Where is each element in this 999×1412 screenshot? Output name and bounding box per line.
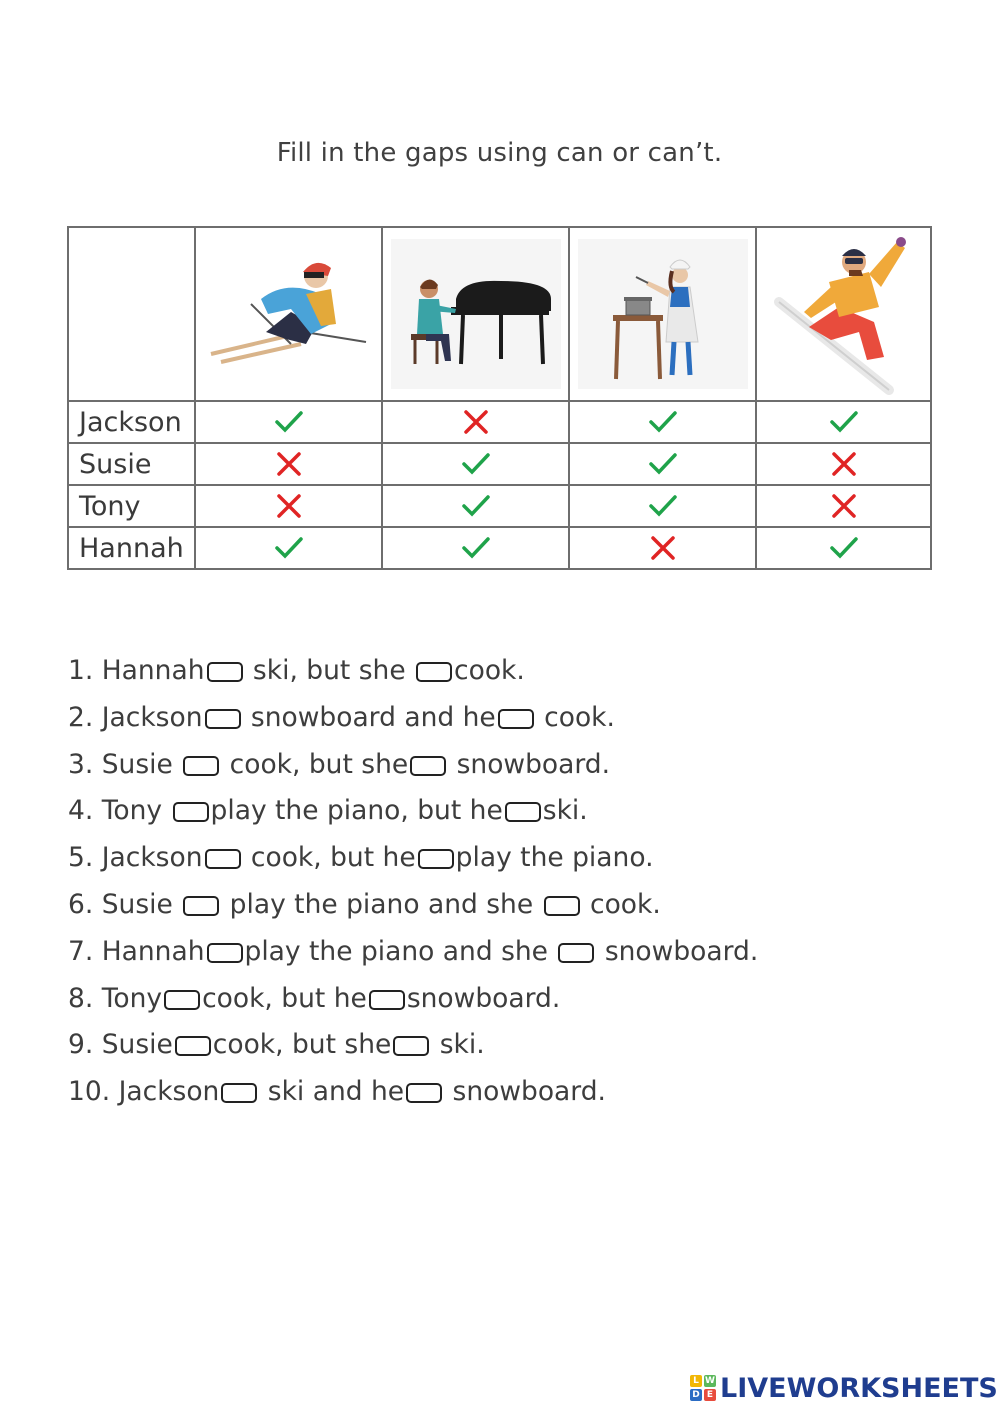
answer-box[interactable] bbox=[183, 756, 219, 776]
gap-fill-sentence: 10. Jackson ski and he snowboard. bbox=[68, 1076, 606, 1108]
answer-box[interactable] bbox=[558, 943, 594, 963]
cook-icon bbox=[608, 247, 718, 382]
check-icon bbox=[274, 409, 304, 435]
gap-fill-sentence: 2. Jackson snowboard and he cook. bbox=[68, 701, 615, 733]
mark-cell bbox=[756, 485, 931, 527]
answer-box[interactable] bbox=[393, 1036, 429, 1056]
table-row bbox=[68, 443, 931, 485]
cross-icon bbox=[274, 451, 304, 477]
answer-box[interactable] bbox=[406, 1083, 442, 1103]
worksheet-title: Fill in the gaps using can or can’t. bbox=[276, 138, 723, 168]
check-icon bbox=[461, 451, 491, 477]
answer-box[interactable] bbox=[410, 756, 446, 776]
mark-cell bbox=[756, 527, 931, 569]
student-name: Tony bbox=[68, 485, 195, 527]
mark-cell bbox=[382, 485, 569, 527]
mark-cell bbox=[756, 401, 931, 443]
answer-box[interactable] bbox=[205, 849, 241, 869]
answer-box[interactable] bbox=[175, 1036, 211, 1056]
cross-icon bbox=[648, 535, 678, 561]
mark-cell bbox=[569, 401, 756, 443]
answer-box[interactable] bbox=[173, 802, 209, 822]
check-icon bbox=[648, 409, 678, 435]
gap-fill-sentence: 6. Susie play the piano and she cook. bbox=[68, 888, 661, 920]
cross-icon bbox=[829, 451, 859, 477]
liveworksheets-wordmark: LIVEWORKSHEETS bbox=[720, 1372, 998, 1404]
mark-cell bbox=[569, 485, 756, 527]
answer-box[interactable] bbox=[205, 709, 241, 729]
ability-table bbox=[67, 226, 932, 570]
check-icon bbox=[461, 535, 491, 561]
table-corner-cell bbox=[68, 227, 195, 401]
answer-box[interactable] bbox=[207, 943, 243, 963]
mark-cell bbox=[569, 443, 756, 485]
mark-cell bbox=[569, 527, 756, 569]
answer-box[interactable] bbox=[221, 1083, 257, 1103]
skier-icon bbox=[206, 254, 371, 374]
cross-icon bbox=[274, 493, 304, 519]
mark-cell bbox=[195, 527, 382, 569]
liveworksheets-logo-icon: L W D E bbox=[690, 1375, 716, 1401]
answer-box[interactable] bbox=[183, 896, 219, 916]
gap-fill-sentence: 4. Tony play the piano, but he ski. bbox=[68, 795, 588, 827]
mark-cell bbox=[195, 443, 382, 485]
gap-fill-sentence: 5. Jackson cook, but he play the piano. bbox=[68, 842, 654, 874]
table-row bbox=[68, 485, 931, 527]
mark-cell bbox=[382, 527, 569, 569]
check-icon bbox=[274, 535, 304, 561]
liveworksheets-logo bbox=[690, 1372, 998, 1404]
activity-cell-ski bbox=[195, 227, 382, 401]
check-icon bbox=[829, 409, 859, 435]
gap-fill-sentence: 8. Tony cook, but he snowboard. bbox=[68, 982, 561, 1014]
answer-box[interactable] bbox=[369, 990, 405, 1010]
mark-cell bbox=[382, 401, 569, 443]
mark-cell bbox=[382, 443, 569, 485]
check-icon bbox=[648, 451, 678, 477]
gap-fill-sentence: 3. Susie cook, but she snowboard. bbox=[68, 748, 611, 780]
cross-icon bbox=[461, 409, 491, 435]
answer-box[interactable] bbox=[207, 662, 243, 682]
table-row bbox=[68, 527, 931, 569]
check-icon bbox=[461, 493, 491, 519]
mark-cell bbox=[195, 485, 382, 527]
mark-cell bbox=[195, 401, 382, 443]
check-icon bbox=[648, 493, 678, 519]
answer-box[interactable] bbox=[416, 662, 452, 682]
gap-fill-list bbox=[68, 648, 948, 1116]
student-name: Jackson bbox=[68, 401, 195, 443]
student-name: Susie bbox=[68, 443, 195, 485]
answer-box[interactable] bbox=[164, 990, 200, 1010]
cross-icon bbox=[829, 493, 859, 519]
gap-fill-sentence: 1. Hannah ski, but she cook. bbox=[68, 655, 525, 686]
table-header-row bbox=[68, 227, 931, 401]
snowboarder-icon bbox=[769, 232, 919, 397]
piano-player-icon bbox=[401, 259, 551, 369]
answer-box[interactable] bbox=[544, 896, 580, 916]
mark-cell bbox=[756, 443, 931, 485]
activity-cell-piano bbox=[382, 227, 569, 401]
activity-cell-snowboard bbox=[756, 227, 931, 401]
gap-fill-sentence: 7. Hannah play the piano and she snowboard. bbox=[68, 935, 759, 967]
answer-box[interactable] bbox=[418, 849, 454, 869]
check-icon bbox=[829, 535, 859, 561]
gap-fill-sentence: 9. Susie cook, but she ski. bbox=[68, 1029, 485, 1061]
answer-box[interactable] bbox=[498, 709, 534, 729]
answer-box[interactable] bbox=[505, 802, 541, 822]
activity-cell-cook bbox=[569, 227, 756, 401]
table-row bbox=[68, 401, 931, 443]
student-name: Hannah bbox=[68, 527, 195, 569]
